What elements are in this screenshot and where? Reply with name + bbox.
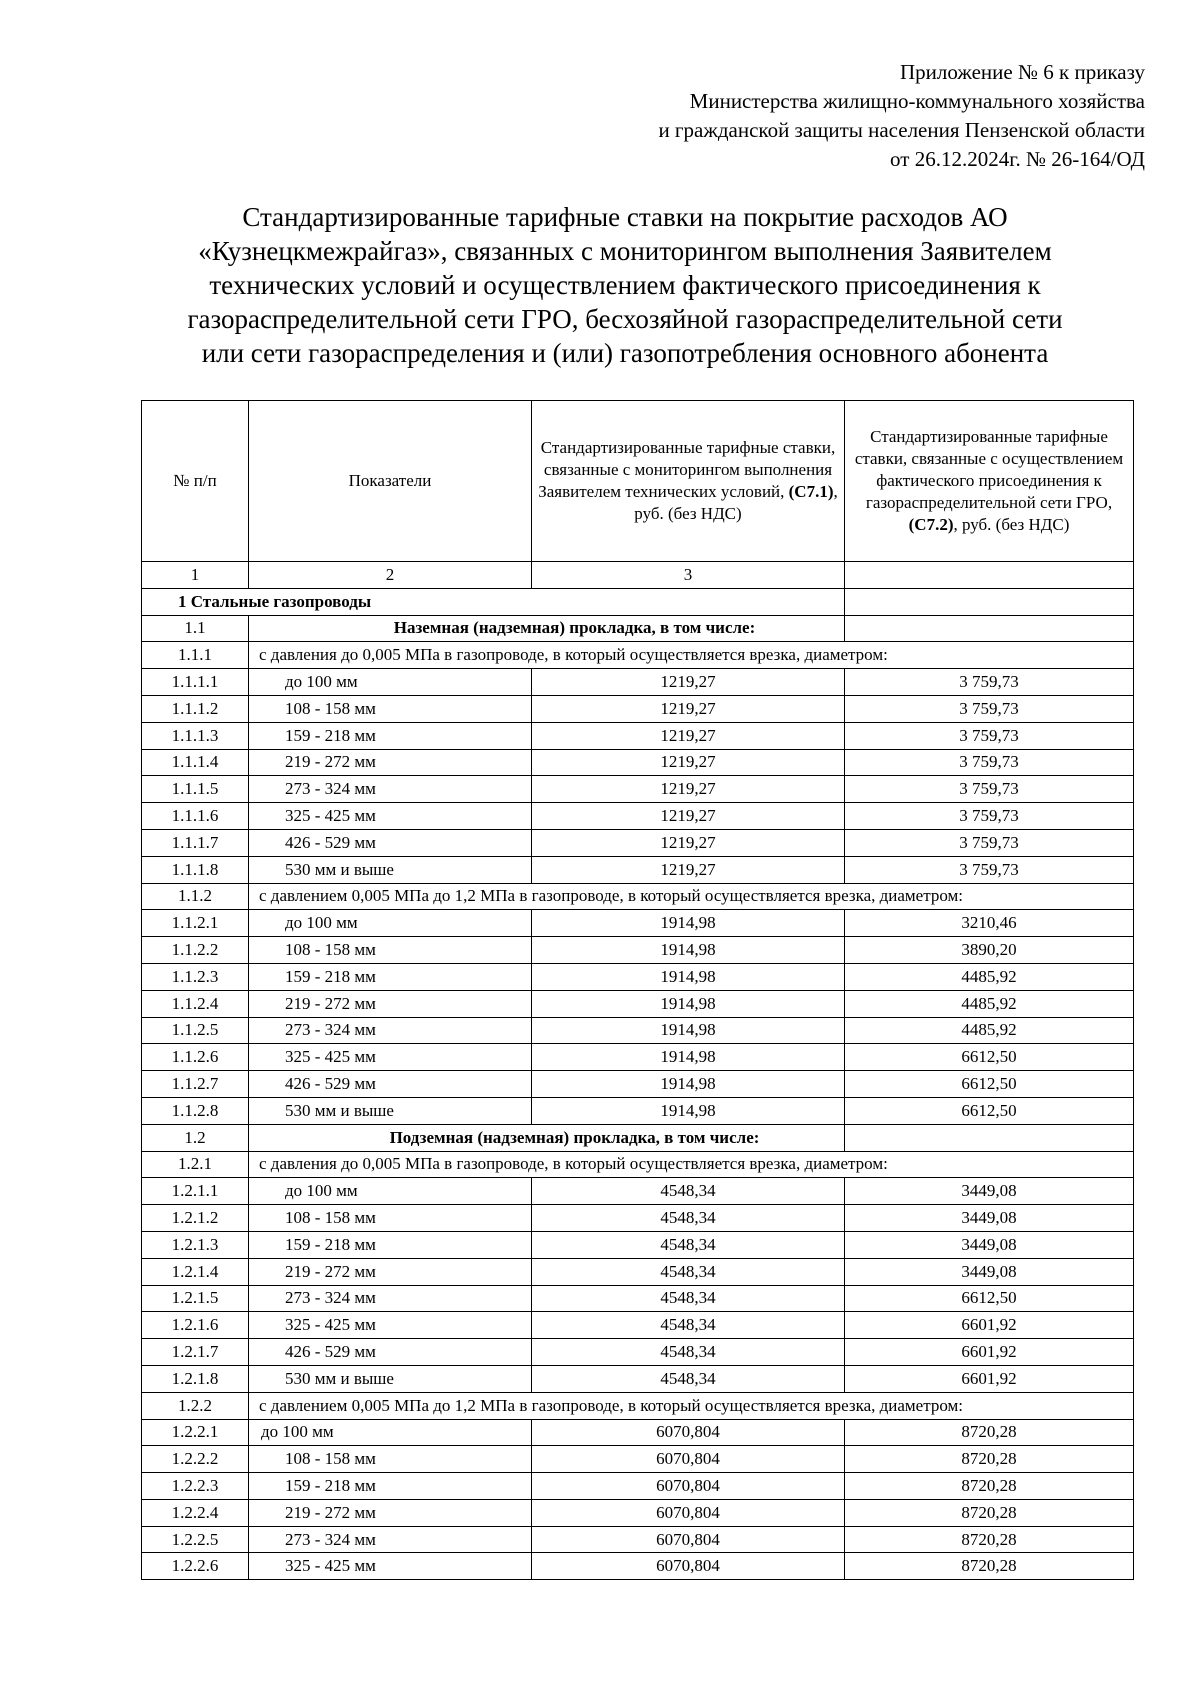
- c71-value: 1914,98: [532, 1097, 845, 1124]
- table-row: [142, 1526, 1134, 1553]
- table-row: [142, 1205, 1134, 1232]
- diameter-label: 108 - 158 мм: [249, 937, 532, 964]
- diameter-label: 108 - 158 мм: [249, 1446, 532, 1473]
- row-number: 1.1: [142, 615, 249, 642]
- title-line: Стандартизированные тарифные ставки на покрытие расходов АО: [242, 202, 1008, 232]
- row-number: 1.1.1.7: [142, 829, 249, 856]
- c71-value: 6070,804: [532, 1526, 845, 1553]
- subsection-row: [142, 1124, 1134, 1151]
- c72-value: 6612,50: [845, 1071, 1134, 1098]
- col-header-c72-text: Стандартизированные тарифные ставки, связанные с осуществлением фактического присоединения к газораспределительной сети ГРО,: [854, 427, 1124, 512]
- document-header: [658, 58, 1145, 174]
- c71-value: 4548,34: [532, 1285, 845, 1312]
- diameter-label: 219 - 272 мм: [249, 1499, 532, 1526]
- c71-value: 1914,98: [532, 1071, 845, 1098]
- row-number: 1.1.2.8: [142, 1097, 249, 1124]
- diameter-label: 219 - 272 мм: [249, 990, 532, 1017]
- c71-value: 1914,98: [532, 1044, 845, 1071]
- col-header-c72-code: (С7.2): [908, 515, 954, 534]
- c72-value: 3449,08: [845, 1231, 1134, 1258]
- condition-label: с давлением 0,005 МПа до 1,2 МПа в газопроводе, в который осуществляется врезка, диаметром:: [249, 883, 1134, 910]
- row-number: 1.2.2.3: [142, 1473, 249, 1500]
- condition-label: с давления до 0,005 МПа в газопроводе, в который осуществляется врезка, диаметром:: [249, 1151, 1134, 1178]
- tariff-table: [141, 400, 1134, 1580]
- c71-value: 1219,27: [532, 829, 845, 856]
- row-number: 1.2.2: [142, 1392, 249, 1419]
- condition-row: [142, 642, 1134, 669]
- diameter-label: 530 мм и выше: [249, 1097, 532, 1124]
- c71-value: 4548,34: [532, 1258, 845, 1285]
- title-line: газораспределительной сети ГРО, бесхозяйной газораспределительной сети: [187, 304, 1063, 334]
- table-row: [142, 990, 1134, 1017]
- table-row: [142, 1499, 1134, 1526]
- row-number: 1.2.2.2: [142, 1446, 249, 1473]
- empty-cell: [845, 588, 1134, 615]
- table-row: [142, 1071, 1134, 1098]
- c71-value: 4548,34: [532, 1312, 845, 1339]
- c71-value: 1219,27: [532, 856, 845, 883]
- row-number: 1.2.1.4: [142, 1258, 249, 1285]
- c71-value: 6070,804: [532, 1419, 845, 1446]
- diameter-label: до 100 мм: [249, 669, 532, 696]
- c72-value: 8720,28: [845, 1419, 1134, 1446]
- table-row: [142, 1044, 1134, 1071]
- diameter-label: 273 - 324 мм: [249, 1526, 532, 1553]
- table-row: [142, 856, 1134, 883]
- c71-value: 6070,804: [532, 1446, 845, 1473]
- c71-value: 6070,804: [532, 1553, 845, 1580]
- c72-value: 3 759,73: [845, 856, 1134, 883]
- document-title: [185, 200, 1065, 370]
- row-number: 1.2.1: [142, 1151, 249, 1178]
- c71-value: 1219,27: [532, 722, 845, 749]
- diameter-label: 530 мм и выше: [249, 1365, 532, 1392]
- diameter-label: 159 - 218 мм: [249, 722, 532, 749]
- c72-value: 8720,28: [845, 1446, 1134, 1473]
- table-row: [142, 1419, 1134, 1446]
- c72-value: 6601,92: [845, 1365, 1134, 1392]
- row-number: 1.2.1.7: [142, 1339, 249, 1366]
- c72-value: 6612,50: [845, 1097, 1134, 1124]
- row-number: 1.1.2.1: [142, 910, 249, 937]
- subsection-row: [142, 615, 1134, 642]
- row-number: 1.2.1.6: [142, 1312, 249, 1339]
- table-row: [142, 1339, 1134, 1366]
- table-row: [142, 963, 1134, 990]
- diameter-label: 273 - 324 мм: [249, 1285, 532, 1312]
- c71-value: 1914,98: [532, 990, 845, 1017]
- table-row: [142, 722, 1134, 749]
- diameter-label: 108 - 158 мм: [249, 1205, 532, 1232]
- column-number-row: [142, 562, 1134, 589]
- diameter-label: 325 - 425 мм: [249, 1553, 532, 1580]
- table-row: [142, 669, 1134, 696]
- header-line: Министерства жилищно-коммунального хозяйства: [689, 89, 1145, 113]
- col-header-c71-code: (С7.1): [788, 482, 834, 501]
- row-number: 1.1.1.8: [142, 856, 249, 883]
- row-number: 1.1.1.3: [142, 722, 249, 749]
- col-header-c71: [532, 401, 845, 562]
- table-row: [142, 1097, 1134, 1124]
- diameter-label: 426 - 529 мм: [249, 829, 532, 856]
- table-row: [142, 910, 1134, 937]
- row-number: 1.1.1.6: [142, 803, 249, 830]
- header-line: Приложение № 6 к приказу: [900, 60, 1145, 84]
- c72-value: 8720,28: [845, 1499, 1134, 1526]
- diameter-label: 219 - 272 мм: [249, 1258, 532, 1285]
- row-number: 1.2.1.3: [142, 1231, 249, 1258]
- title-line: или сети газораспределения и (или) газопотребления основного абонента: [201, 338, 1049, 368]
- title-line: технических условий и осуществлением фактического присоединения к: [209, 270, 1041, 300]
- diameter-label: до 100 мм: [249, 1178, 532, 1205]
- table-row: [142, 1365, 1134, 1392]
- diameter-label: 530 мм и выше: [249, 856, 532, 883]
- c72-value: 3449,08: [845, 1205, 1134, 1232]
- row-number: 1.1.2.2: [142, 937, 249, 964]
- c72-value: 8720,28: [845, 1553, 1134, 1580]
- c71-value: 1219,27: [532, 776, 845, 803]
- c71-value: 4548,34: [532, 1205, 845, 1232]
- row-number: 1.1.2.4: [142, 990, 249, 1017]
- c72-value: 6612,50: [845, 1044, 1134, 1071]
- c72-value: 3 759,73: [845, 829, 1134, 856]
- row-number: 1.1.1.4: [142, 749, 249, 776]
- condition-row: [142, 1392, 1134, 1419]
- c72-value: 3 759,73: [845, 749, 1134, 776]
- c71-value: 1219,27: [532, 669, 845, 696]
- diameter-label: 159 - 218 мм: [249, 1231, 532, 1258]
- subsection-label: Наземная (надземная) прокладка, в том числе:: [249, 615, 845, 642]
- row-number: 1.2.2.5: [142, 1526, 249, 1553]
- table-header-row: [142, 401, 1134, 562]
- empty-cell: [845, 615, 1134, 642]
- table-row: [142, 1446, 1134, 1473]
- row-number: 1.1.1.2: [142, 695, 249, 722]
- c72-value: 3 759,73: [845, 695, 1134, 722]
- diameter-label: 325 - 425 мм: [249, 1312, 532, 1339]
- c72-value: 3 759,73: [845, 776, 1134, 803]
- table-row: [142, 803, 1134, 830]
- c72-value: 4485,92: [845, 990, 1134, 1017]
- c72-value: 8720,28: [845, 1473, 1134, 1500]
- column-number: 3: [532, 562, 845, 589]
- row-number: 1.1.2.7: [142, 1071, 249, 1098]
- row-number: 1.2.1.2: [142, 1205, 249, 1232]
- table-row: [142, 1017, 1134, 1044]
- diameter-label: 159 - 218 мм: [249, 1473, 532, 1500]
- row-number: 1.1.1.5: [142, 776, 249, 803]
- row-number: 1.2.2.6: [142, 1553, 249, 1580]
- table-row: [142, 1258, 1134, 1285]
- section-row: [142, 588, 1134, 615]
- row-number: 1.2.1.1: [142, 1178, 249, 1205]
- c71-value: 4548,34: [532, 1365, 845, 1392]
- row-number: 1.2.2.1: [142, 1419, 249, 1446]
- table-row: [142, 1312, 1134, 1339]
- diameter-label: 108 - 158 мм: [249, 695, 532, 722]
- diameter-label: 273 - 324 мм: [249, 1017, 532, 1044]
- c72-value: 8720,28: [845, 1526, 1134, 1553]
- subsection-label: Подземная (надземная) прокладка, в том числе:: [249, 1124, 845, 1151]
- diameter-label: 426 - 529 мм: [249, 1339, 532, 1366]
- c72-value: 3449,08: [845, 1178, 1134, 1205]
- c71-value: 1914,98: [532, 1017, 845, 1044]
- table-row: [142, 776, 1134, 803]
- table-row: [142, 1178, 1134, 1205]
- row-number: 1.1.2.6: [142, 1044, 249, 1071]
- condition-label: с давления до 0,005 МПа в газопроводе, в который осуществляется врезка, диаметром:: [249, 642, 1134, 669]
- table-row: [142, 1553, 1134, 1580]
- row-number: 1.2: [142, 1124, 249, 1151]
- col-header-indicators: Показатели: [249, 401, 532, 562]
- diameter-label: до 100 мм: [249, 910, 532, 937]
- table-row: [142, 695, 1134, 722]
- c71-value: 1914,98: [532, 910, 845, 937]
- c72-value: 3 759,73: [845, 803, 1134, 830]
- row-number: 1.2.1.5: [142, 1285, 249, 1312]
- condition-row: [142, 1151, 1134, 1178]
- c72-value: 3210,46: [845, 910, 1134, 937]
- empty-cell: [845, 1124, 1134, 1151]
- c71-value: 1219,27: [532, 749, 845, 776]
- c71-value: 1914,98: [532, 963, 845, 990]
- header-line: и гражданской защиты населения Пензенской области: [658, 118, 1145, 142]
- c72-value: 3449,08: [845, 1258, 1134, 1285]
- diameter-label: 325 - 425 мм: [249, 1044, 532, 1071]
- col-header-c71-text: Стандартизированные тарифные ставки, связанные с мониторингом выполнения Заявителем технических условий,: [538, 438, 836, 501]
- row-number: 1.1.2.3: [142, 963, 249, 990]
- c71-value: 4548,34: [532, 1178, 845, 1205]
- col-header-c72: [845, 401, 1134, 562]
- diameter-label: 273 - 324 мм: [249, 776, 532, 803]
- c71-value: 1219,27: [532, 695, 845, 722]
- header-line: от 26.12.2024г. № 26-164/ОД: [890, 147, 1145, 171]
- c71-value: 4548,34: [532, 1339, 845, 1366]
- column-number: [845, 562, 1134, 589]
- condition-row: [142, 883, 1134, 910]
- c72-value: 6612,50: [845, 1285, 1134, 1312]
- c71-value: 6070,804: [532, 1499, 845, 1526]
- c72-value: 6601,92: [845, 1312, 1134, 1339]
- c71-value: 6070,804: [532, 1473, 845, 1500]
- condition-label: с давлением 0,005 МПа до 1,2 МПа в газопроводе, в который осуществляется врезка, диаметром:: [249, 1392, 1134, 1419]
- row-number: 1.1.2: [142, 883, 249, 910]
- row-number: 1.2.2.4: [142, 1499, 249, 1526]
- table-row: [142, 1231, 1134, 1258]
- col-header-c72-unit: , руб. (без НДС): [953, 515, 1070, 534]
- diameter-label: 426 - 529 мм: [249, 1071, 532, 1098]
- table-row: [142, 749, 1134, 776]
- c72-value: 4485,92: [845, 1017, 1134, 1044]
- c72-value: 3 759,73: [845, 669, 1134, 696]
- diameter-label: 219 - 272 мм: [249, 749, 532, 776]
- diameter-label: 159 - 218 мм: [249, 963, 532, 990]
- table-row: [142, 1285, 1134, 1312]
- col-header-c71-unit: , руб. (без НДС): [634, 482, 838, 523]
- section-label: 1 Стальные газопроводы: [142, 588, 845, 615]
- column-number: 1: [142, 562, 249, 589]
- table-row: [142, 1473, 1134, 1500]
- diameter-label: до 100 мм: [249, 1419, 532, 1446]
- row-number: 1.1.1.1: [142, 669, 249, 696]
- c71-value: 1914,98: [532, 937, 845, 964]
- c71-value: 4548,34: [532, 1231, 845, 1258]
- c72-value: 3 759,73: [845, 722, 1134, 749]
- col-header-number: № п/п: [142, 401, 249, 562]
- diameter-label: 325 - 425 мм: [249, 803, 532, 830]
- c72-value: 6601,92: [845, 1339, 1134, 1366]
- row-number: 1.1.1: [142, 642, 249, 669]
- row-number: 1.2.1.8: [142, 1365, 249, 1392]
- c72-value: 4485,92: [845, 963, 1134, 990]
- table-row: [142, 937, 1134, 964]
- c72-value: 3890,20: [845, 937, 1134, 964]
- row-number: 1.1.2.5: [142, 1017, 249, 1044]
- column-number: 2: [249, 562, 532, 589]
- title-line: «Кузнецкмежрайгаз», связанных с мониторингом выполнения Заявителем: [198, 236, 1052, 266]
- table-row: [142, 829, 1134, 856]
- c71-value: 1219,27: [532, 803, 845, 830]
